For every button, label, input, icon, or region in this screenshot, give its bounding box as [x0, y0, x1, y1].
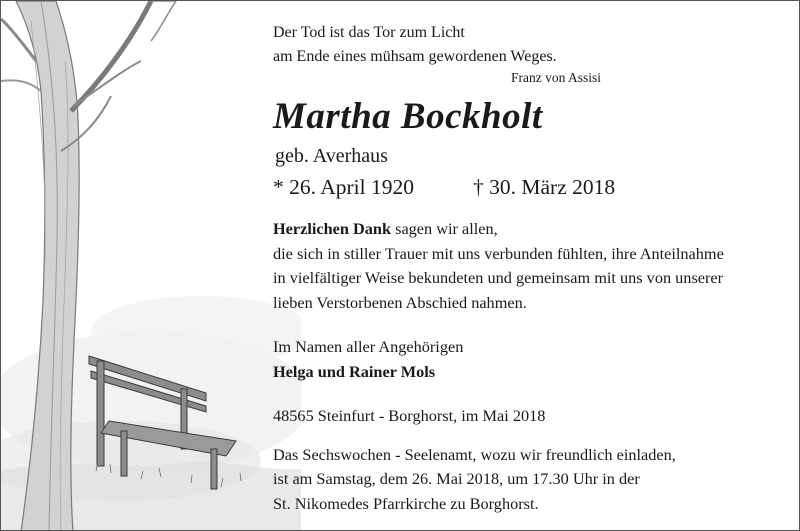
birth-date: * 26. April 1920: [273, 175, 414, 199]
life-dates: [273, 171, 793, 203]
thanks-line-3: lieben Verstorbenen Abschied nahmen.: [273, 292, 527, 312]
obituary-text: [273, 21, 793, 516]
thanks-lead: [273, 217, 793, 242]
mass-line-2: ist am Samstag, dem 26. Mai 2018, um 17.30 Uhr in der: [273, 469, 640, 488]
mass-line-3: St. Nikomedes Pfarrkirche zu Borghorst.: [273, 493, 539, 513]
mass-line-1: Das Sechswochen - Seelenamt, wozu wir freundlich einladen,: [273, 444, 676, 464]
death-date: † 30. März 2018: [473, 175, 616, 199]
thanks-bold: Herzlichen Dank: [273, 219, 392, 238]
place-date: 48565 Steinfurt - Borghorst, im Mai 2018: [273, 406, 546, 425]
tree-and-bench-illustration: [1, 1, 301, 531]
deceased-name: Martha Bockholt: [273, 96, 543, 137]
maiden-name: geb. Averhaus: [275, 145, 388, 167]
family-names: [273, 360, 793, 385]
family-names-bold: Helga und Rainer Mols: [273, 361, 436, 381]
thanks-line-1: die sich in stiller Trauer mit uns verbunden fühlten, ihre Anteilnahme: [273, 243, 724, 263]
thanks-lead-rest: sagen wir allen,: [391, 219, 498, 238]
quote-line-2: am Ende eines mühsam gewordenen Weges.: [273, 48, 557, 65]
quote-author: Franz von Assisi: [510, 70, 601, 85]
thanks-line-2: in vielfältiger Weise bekundeten und gemeinsam mit uns von unserer: [273, 268, 724, 287]
quote-line-1: Der Tod ist das Tor zum Licht: [273, 24, 465, 41]
family-intro: Im Namen aller Angehörigen: [273, 337, 464, 356]
